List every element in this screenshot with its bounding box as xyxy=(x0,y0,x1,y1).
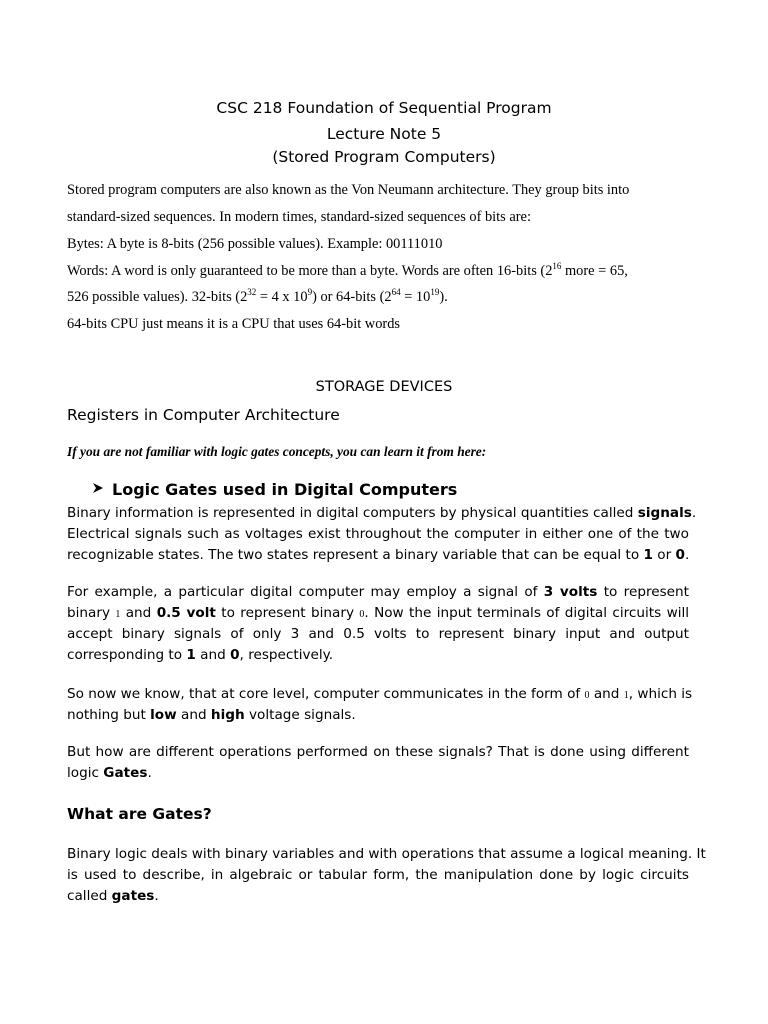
core-level-line-2: nothing but low and high voltage signals. xyxy=(67,707,356,723)
signals-line-2: Electrical signals such as voltages exist throughout the computer in either one of the two xyxy=(67,526,689,542)
voltage-line-1: For example, a particular digital computer may employ a signal of 3 volts to represent xyxy=(67,584,689,600)
lecture-number: Lecture Note 5 xyxy=(326,125,442,143)
intro-line-2: standard-sized sequences. In modern times, standard-sized sequences of bits are: xyxy=(67,209,531,225)
logic-gates-note: If you are not familiar with logic gates concepts, you can learn it from here: xyxy=(67,444,487,459)
core-level-paragraph xyxy=(67,684,693,726)
logic-gates-heading: Logic Gates used in Digital Computers xyxy=(92,479,457,501)
what-are-gates-heading: What are Gates? xyxy=(67,805,212,823)
cpu-definition: 64-bits CPU just means it is a CPU that uses 64-bit words xyxy=(67,316,400,332)
intro-line-1: Stored program computers are also known as the Von Neumann architecture. They group bits into xyxy=(67,182,630,198)
core-level-line-1: So now we know, that at core level, computer communicates in the form of 0 and 1, which is xyxy=(67,686,693,702)
storage-devices-heading: STORAGE DEVICES xyxy=(315,379,453,395)
operations-paragraph xyxy=(67,742,689,784)
signals-paragraph xyxy=(67,503,697,566)
lecture-topic: (Stored Program Computers) xyxy=(272,148,496,166)
arrow-bullet-icon xyxy=(92,479,106,501)
words-definition-line-1: Words: A word is only guaranteed to be more than a byte. Words are often 16-bits ($2^{16}$ more = 65, xyxy=(67,261,628,279)
voltage-line-4: corresponding to 1 and 0, respectively. xyxy=(67,647,334,663)
gates-definition-paragraph xyxy=(67,844,706,907)
signals-line-3: recognizable states. The two states represent a binary variable that can be equal to 1 or 0. xyxy=(67,547,690,563)
gates-line-3: called gates. xyxy=(67,888,159,904)
words-definition-line-2: 526 possible values). 32-bits ($2^{32} = 4$ x $10^9$) or 64-bits $(2^{64} = 10^{19})$. xyxy=(67,287,448,305)
gates-line-1: Binary logic deals with binary variables and with operations that assume a logical meaning. It xyxy=(67,846,706,862)
voltage-example-paragraph xyxy=(67,582,689,666)
registers-heading: Registers in Computer Architecture xyxy=(67,406,340,424)
signals-line-1: Binary information is represented in digital computers by physical quantities called signals. xyxy=(67,505,697,521)
bytes-definition: Bytes: A byte is 8-bits (256 possible values). Example: 00111010 xyxy=(67,236,443,252)
operations-line-1: But how are different operations performed on these signals? That is done using different xyxy=(67,744,689,760)
voltage-line-3: accept binary signals of only 3 and 0.5 volts to represent binary input and output xyxy=(67,626,689,642)
operations-line-2: logic Gates. xyxy=(67,765,152,781)
gates-line-2: is used to describe, in algebraic or tabular form, the manipulation done by logic circuits xyxy=(67,867,689,883)
voltage-line-2: binary 1 and 0.5 volt to represent binary 0. Now the input terminals of digital circuits will xyxy=(67,605,690,621)
course-title: CSC 218 Foundation of Sequential Program xyxy=(216,99,552,117)
